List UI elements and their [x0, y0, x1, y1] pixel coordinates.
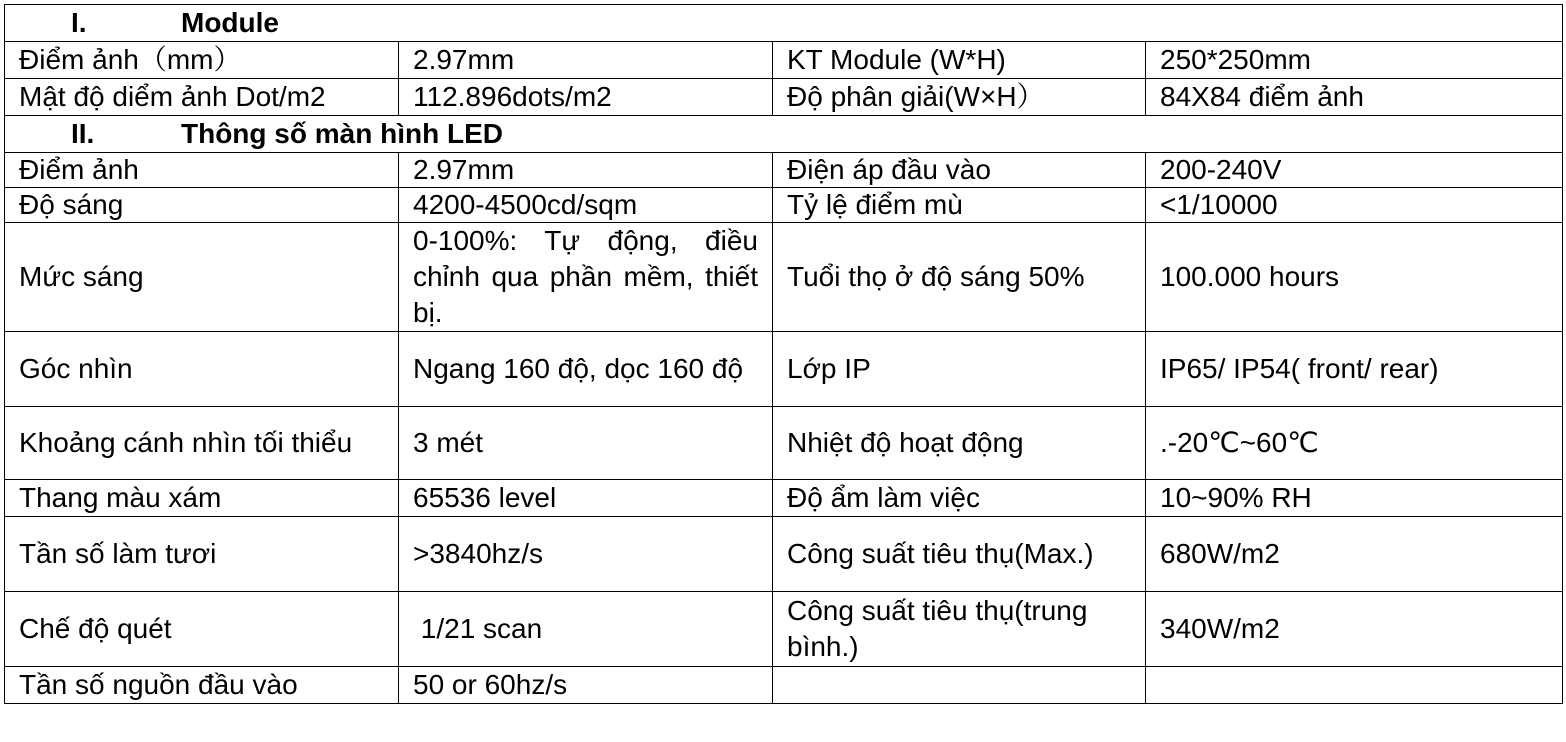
spec-value: <1/10000 [1146, 188, 1563, 223]
spec-value: 100.000 hours [1146, 223, 1563, 332]
spec-value: 2.97mm [399, 153, 773, 188]
spec-value: 200-240V [1146, 153, 1563, 188]
spec-value: Ngang 160 độ, dọc 160 độ [399, 332, 773, 407]
spec-label: Nhiệt độ hoạt động [773, 407, 1146, 480]
spec-label: Điểm ảnh（mm） [5, 42, 399, 79]
table-row [5, 517, 1563, 592]
table-row [5, 153, 1563, 188]
table-row [5, 480, 1563, 517]
spec-value: .-20℃~60℃ [1146, 407, 1563, 480]
spec-value: 3 mét [399, 407, 773, 480]
section-number: II. [71, 118, 95, 149]
section-number: I. [71, 7, 87, 38]
section-header-cell [5, 116, 1563, 153]
spec-label: Độ ẩm làm việc [773, 480, 1146, 517]
spec-value: IP65/ IP54( front/ rear) [1146, 332, 1563, 407]
spec-label: Mật độ diểm ảnh Dot/m2 [5, 79, 399, 116]
spec-value: 65536 level [399, 480, 773, 517]
spec-label: Điểm ảnh [5, 153, 399, 188]
empty-cell [773, 667, 1146, 704]
table-row [5, 223, 1563, 332]
spec-value: >3840hz/s [399, 517, 773, 592]
spec-label: Khoảng cánh nhìn tối thiểu [5, 407, 399, 480]
spec-label: Thang màu xám [5, 480, 399, 517]
spec-label: Tần số nguồn đầu vào [5, 667, 399, 704]
table-row [5, 407, 1563, 480]
table-row [5, 592, 1563, 667]
led-spec-table [4, 4, 1563, 704]
spec-value: 112.896dots/m2 [399, 79, 773, 116]
spec-label: Tần số làm tươi [5, 517, 399, 592]
table-row [5, 79, 1563, 116]
table-row [5, 332, 1563, 407]
spec-label: Chế độ quét [5, 592, 399, 667]
table-row [5, 42, 1563, 79]
spec-value: 1/21 scan [399, 592, 773, 667]
spec-value: 680W/m2 [1146, 517, 1563, 592]
section-header-led-screen [5, 116, 1563, 153]
section-header-module [5, 5, 1563, 42]
empty-cell [1146, 667, 1563, 704]
spec-label: Mức sáng [5, 223, 399, 332]
spec-label: Công suất tiêu thụ(Max.) [773, 517, 1146, 592]
spec-value: 84X84 điểm ảnh [1146, 79, 1563, 116]
spec-label: Điện áp đầu vào [773, 153, 1146, 188]
spec-value: 250*250mm [1146, 42, 1563, 79]
spec-value: 10~90% RH [1146, 480, 1563, 517]
spec-label: Tuổi thọ ở độ sáng 50% [773, 223, 1146, 332]
spec-value: 0-100%: Tự động, điều chỉnh qua phần mềm, thiết bị. [399, 223, 773, 332]
spec-label: Độ sáng [5, 188, 399, 223]
section-header-cell [5, 5, 1563, 42]
spec-label: Lớp IP [773, 332, 1146, 407]
spec-label: Công suất tiêu thụ(trung bình.) [773, 592, 1146, 667]
spec-label: Tỷ lệ điểm mù [773, 188, 1146, 223]
spec-value: 2.97mm [399, 42, 773, 79]
spec-label: Góc nhìn [5, 332, 399, 407]
section-title: Thông số màn hình LED [181, 118, 503, 149]
table-row [5, 667, 1563, 704]
spec-label: KT Module (W*H) [773, 42, 1146, 79]
table-row [5, 188, 1563, 223]
section-title: Module [181, 7, 279, 38]
spec-value: 4200-4500cd/sqm [399, 188, 773, 223]
spec-value: 50 or 60hz/s [399, 667, 773, 704]
spec-label: Độ phân giải(W×H） [773, 79, 1146, 116]
spec-value: 340W/m2 [1146, 592, 1563, 667]
